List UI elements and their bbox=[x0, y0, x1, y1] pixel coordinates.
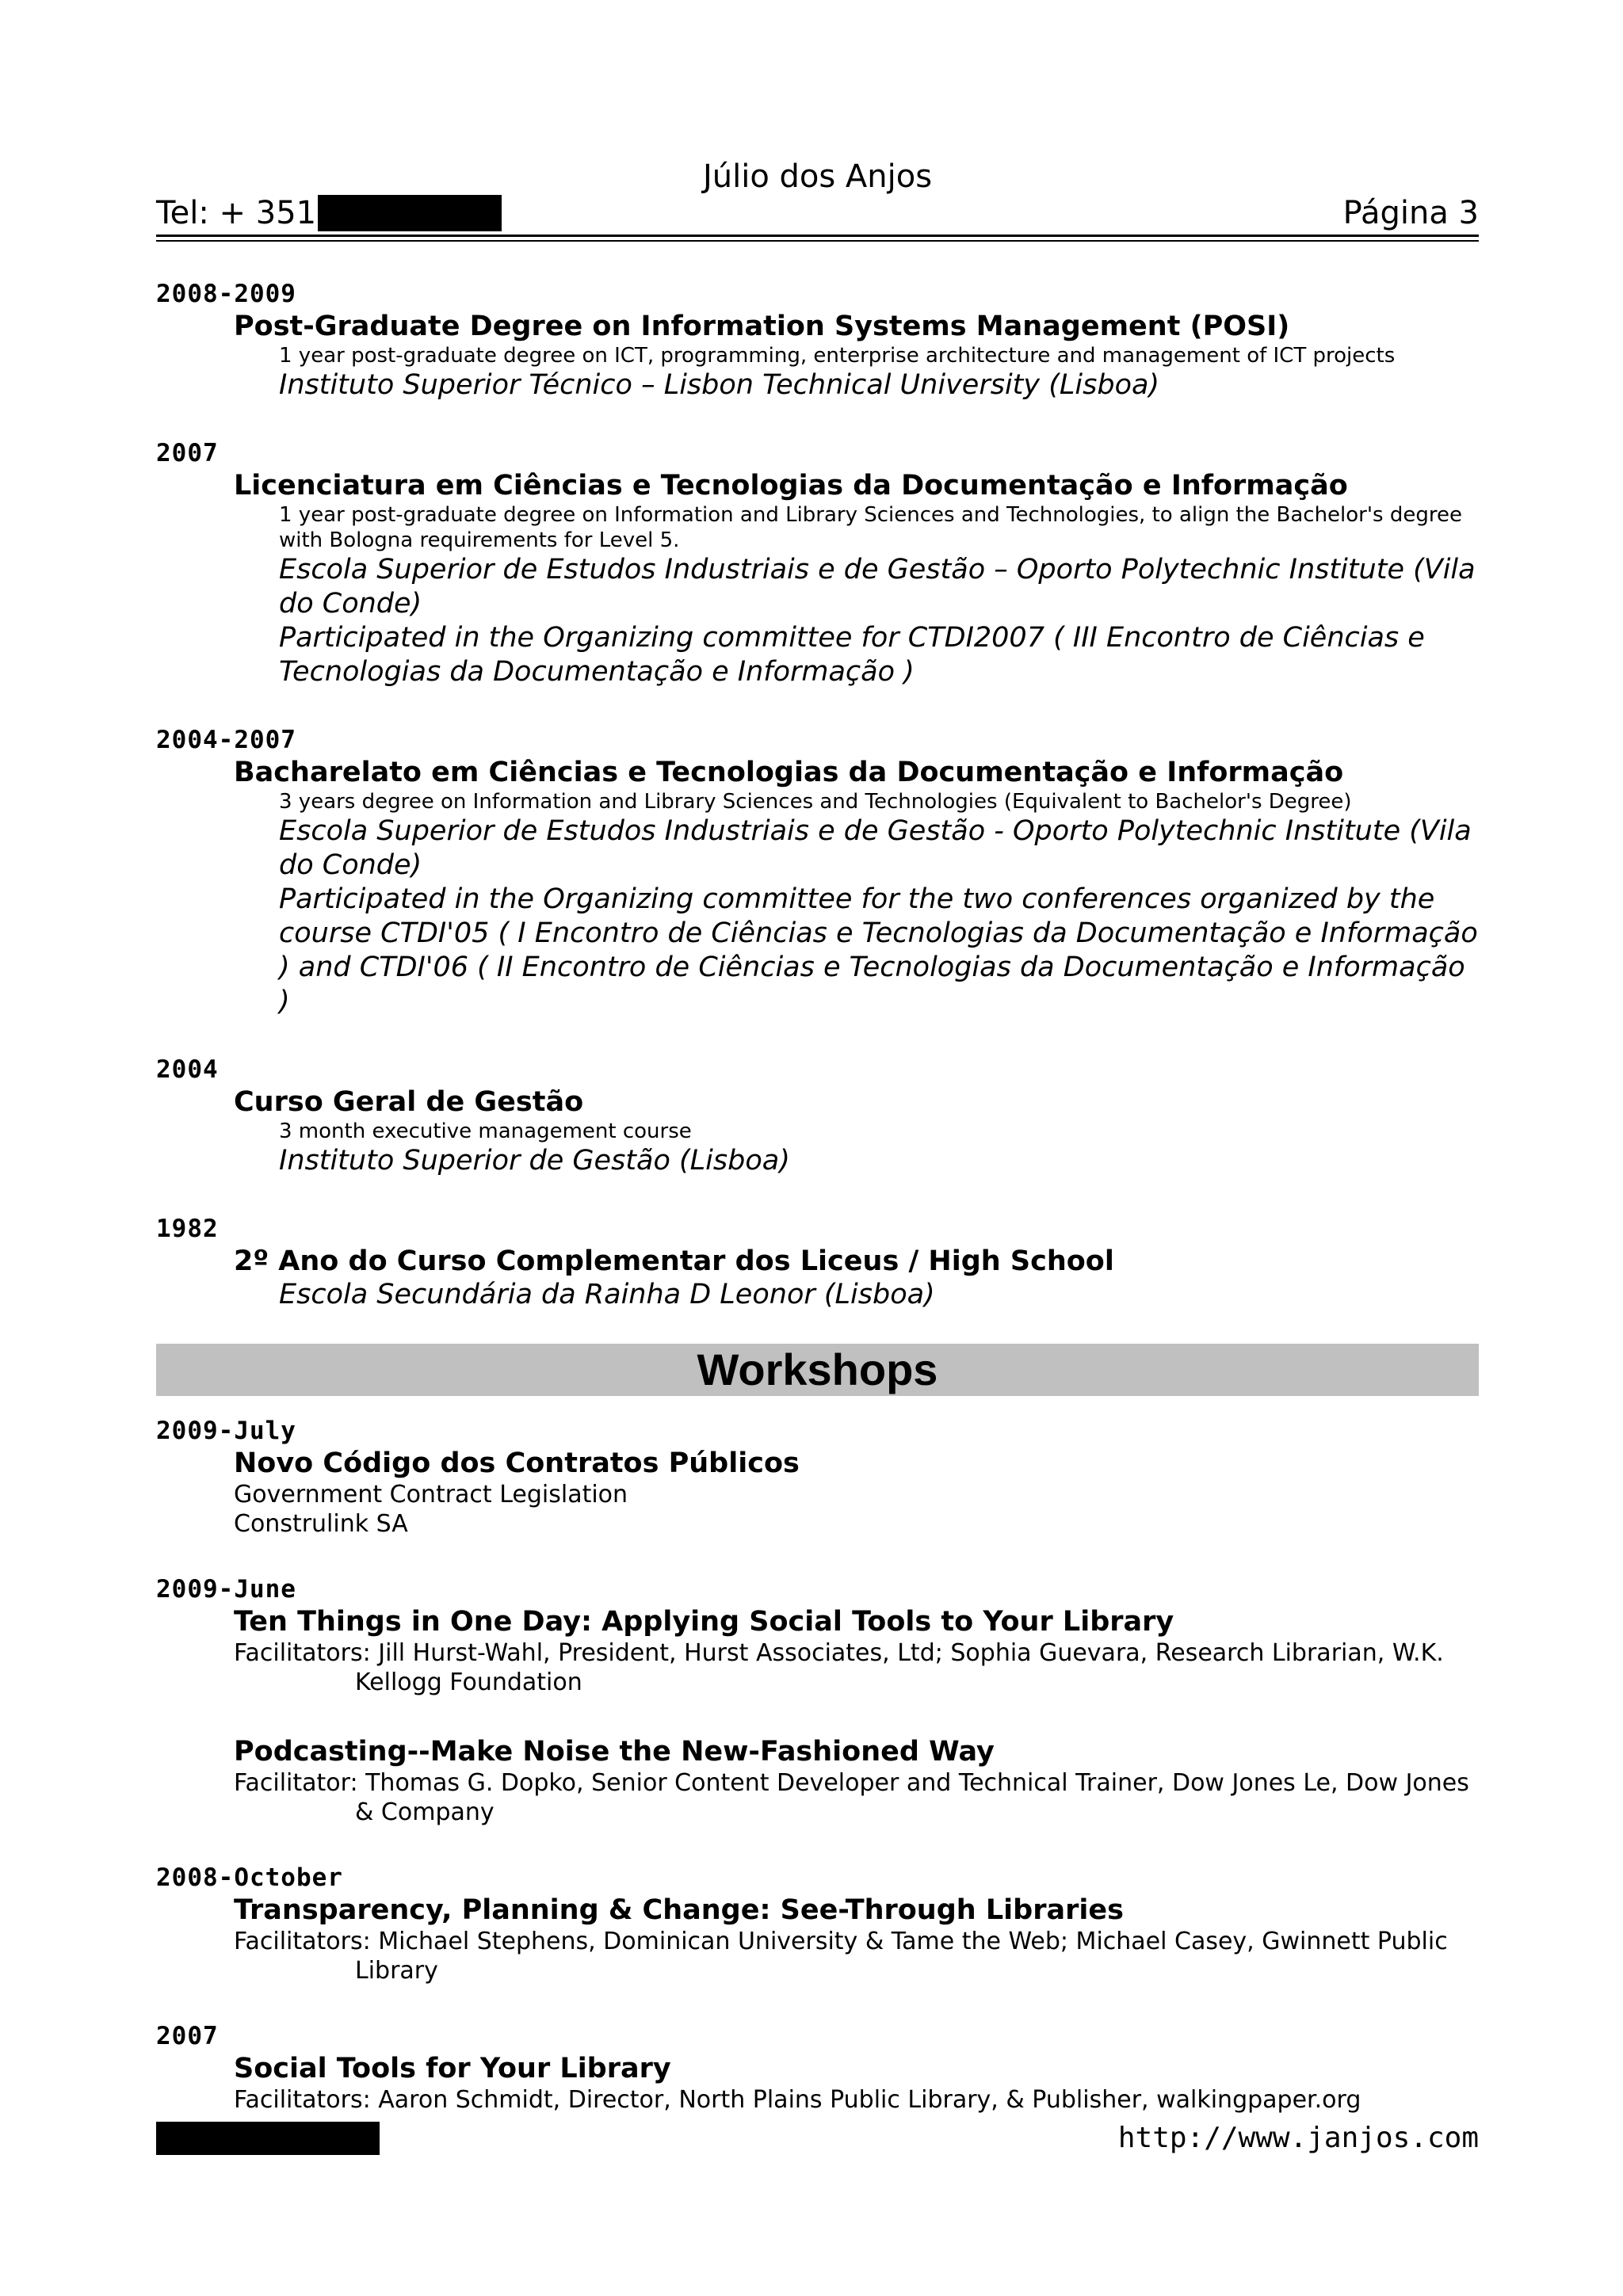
phone-label: Tel: + 351 bbox=[156, 195, 317, 231]
workshop-entry bbox=[156, 2020, 1479, 2115]
education-entry bbox=[156, 437, 1479, 689]
entry-title: Ten Things in One Day: Applying Social Tools to Your Library bbox=[234, 1606, 1174, 1638]
entry-description: 3 years degree on Information and Library Sciences and Technologies (Equivalent to Bachelor's Degree) bbox=[279, 790, 1352, 814]
entry-institution: Instituto Superior de Gestão (Lisboa) bbox=[279, 1145, 790, 1177]
entry-title: Bacharelato em Ciências e Tecnologias da Documentação e Informação bbox=[234, 757, 1344, 788]
resume-page bbox=[156, 158, 1479, 2149]
entry-note: Participated in the Organizing committee for the two conferences organized by the course CTDI'05 ( I Encontro de Ciências e Tecnologias da Documentação e Informação ) and CTDI'06 ( II Encontro de Ciências e Tecnologias da Documentação e Informação ) bbox=[279, 883, 1478, 1017]
entry-title: Podcasting--Make Noise the New-Fashioned Way bbox=[234, 1736, 995, 1768]
education-entry bbox=[156, 1213, 1479, 1312]
workshop-item bbox=[156, 1605, 1479, 1697]
redacted-footer-text bbox=[156, 2122, 380, 2155]
entry-year: 2007 bbox=[156, 439, 219, 467]
website-link[interactable]: http://www.janjos.com bbox=[1117, 2122, 1479, 2154]
phone-field bbox=[156, 195, 502, 231]
workshops-heading: Workshops bbox=[156, 1344, 1479, 1396]
entry-description: 3 month executive management course bbox=[279, 1119, 692, 1143]
entry-title: Post-Graduate Degree on Information Systems Management (POSI) bbox=[234, 311, 1290, 342]
education-entry bbox=[156, 1054, 1479, 1178]
workshop-entry bbox=[156, 1862, 1479, 1985]
entry-description: 1 year post-graduate degree on Information and Library Sciences and Technologies, to align the Bachelor's degree with Bologna requirements for Level 5. bbox=[279, 503, 1462, 552]
entry-year: 2004 bbox=[156, 1055, 219, 1084]
entry-organizer: Construlink SA bbox=[234, 1510, 408, 1538]
entry-title: Transparency, Planning & Change: See-Through Libraries bbox=[234, 1894, 1124, 1926]
header-name: Júlio dos Anjos bbox=[702, 158, 933, 195]
entry-year: 2004-2007 bbox=[156, 726, 296, 754]
education-entry bbox=[156, 724, 1479, 1019]
entry-year: 2007 bbox=[156, 2022, 219, 2050]
workshops-section bbox=[156, 1415, 1479, 2115]
entry-title: 2º Ano do Curso Complementar dos Liceus / High School bbox=[234, 1245, 1114, 1277]
entry-title: Licenciatura em Ciências e Tecnologias da Documentação e Informação bbox=[234, 470, 1348, 502]
page-footer bbox=[156, 2122, 1479, 2155]
entry-year: 2009-June bbox=[156, 1575, 296, 1604]
entry-year: 1982 bbox=[156, 1215, 219, 1243]
entry-facilitators: Facilitators: Michael Stephens, Dominican University & Tame the Web; Michael Casey, Gwinnett Public Library bbox=[234, 1928, 1448, 1985]
redacted-phone-number bbox=[318, 195, 502, 231]
entry-description: 1 year post-graduate degree on ICT, programming, enterprise architecture and management of ICT projects bbox=[279, 344, 1396, 368]
entry-year: 2008-2009 bbox=[156, 280, 296, 308]
entry-title: Curso Geral de Gestão bbox=[234, 1086, 584, 1118]
entry-note: Participated in the Organizing committee for CTDI2007 ( III Encontro de Ciências e Tecnologias da Documentação e Informação ) bbox=[279, 622, 1425, 688]
entry-institution: Escola Superior de Estudos Industriais e de Gestão - Oporto Polytechnic Institute (Vila do Conde) bbox=[279, 815, 1472, 881]
page-number: Página 3 bbox=[1342, 195, 1479, 231]
education-entry bbox=[156, 278, 1479, 402]
entry-subtitle: Government Contract Legislation bbox=[234, 1481, 628, 1508]
entry-facilitators: Facilitator: Thomas G. Dopko, Senior Content Developer and Technical Trainer, Dow Jones Le, Dow Jones & Company bbox=[234, 1769, 1469, 1826]
workshop-entry bbox=[156, 1415, 1479, 1539]
entry-institution: Escola Superior de Estudos Industriais e de Gestão – Oporto Polytechnic Institute (Vila do Conde) bbox=[279, 554, 1476, 620]
entry-title: Novo Código dos Contratos Públicos bbox=[234, 1447, 800, 1479]
education-section bbox=[156, 278, 1479, 1312]
entry-facilitators: Facilitators: Jill Hurst-Wahl, President, Hurst Associates, Ltd; Sophia Guevara, Research Librarian, W.K. Kellogg Foundation bbox=[234, 1639, 1444, 1696]
entry-facilitators: Facilitators: Aaron Schmidt, Director, North Plains Public Library, & Publisher, walkingpaper.org bbox=[234, 2086, 1361, 2114]
header-row bbox=[156, 195, 1479, 237]
workshop-entry bbox=[156, 1573, 1479, 1827]
entry-year: 2008-October bbox=[156, 1863, 343, 1892]
entry-title: Social Tools for Your Library bbox=[234, 2053, 671, 2084]
entry-institution: Escola Secundária da Rainha D Leonor (Lisboa) bbox=[279, 1279, 935, 1310]
entry-institution: Instituto Superior Técnico – Lisbon Technical University (Lisboa) bbox=[279, 369, 1160, 401]
entry-year: 2009-July bbox=[156, 1417, 296, 1445]
workshop-item bbox=[156, 1735, 1479, 1827]
